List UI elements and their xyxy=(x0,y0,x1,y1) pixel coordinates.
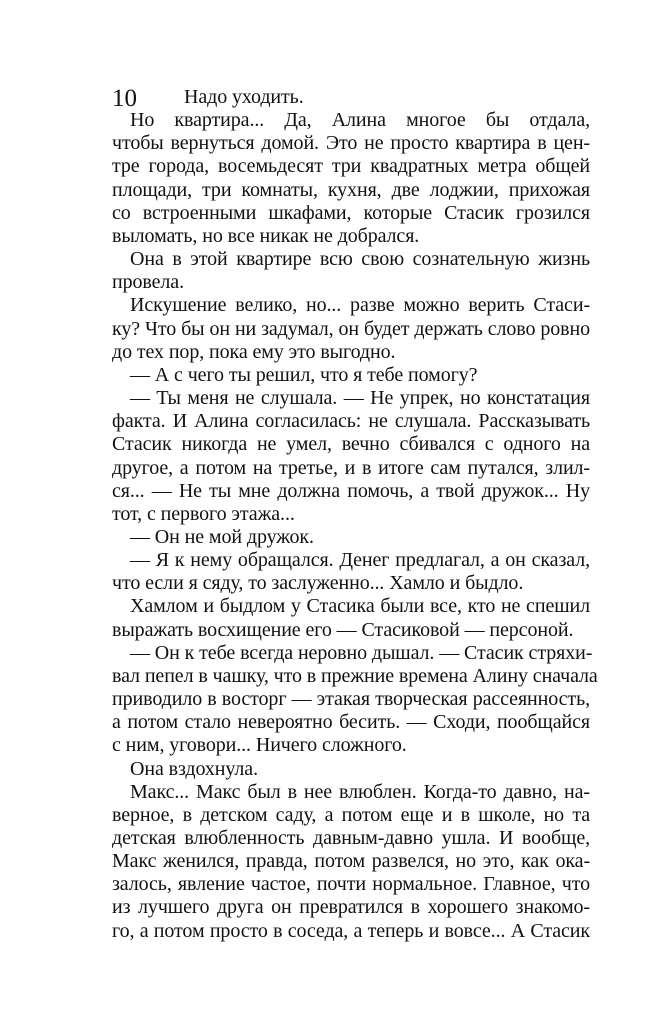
text-line: тре города, восемьдесят три квадратных метра общей xyxy=(112,155,590,178)
text-line: — Он к тебе всегда неровно дышал. — Стасик стряхи- xyxy=(130,641,593,664)
text-line: Макс... Макс был в нее влюблен. Когда-то давно, на- xyxy=(130,780,590,803)
text-line: Искушение велико, но... разве можно верить Стаси- xyxy=(130,294,590,317)
paragraph xyxy=(112,248,590,294)
paragraph xyxy=(112,641,598,758)
paragraph xyxy=(112,549,590,595)
paragraph xyxy=(112,781,590,943)
text-line: ку? Что бы он ни задумал, он будет держать слово ровно xyxy=(112,317,590,340)
text-line: Она вздохнула. xyxy=(130,757,258,780)
text-line: Надо уходить. xyxy=(184,86,304,108)
text-line: залось, явление частое, почти нормальное. Главное, что xyxy=(112,873,590,896)
text-line: что если я сяду, то заслуженно... Хамло и быдло. xyxy=(112,572,524,595)
text-line: ся... — Не ты мне должна помочь, а твой дружок... Ну xyxy=(112,479,590,502)
page-number: 10 xyxy=(112,85,137,112)
text-line: детская влюбленность давным-давно ушла. И вообще, xyxy=(112,827,590,849)
text-line: провела. xyxy=(112,271,184,294)
text-line: — Я к нему обращался. Денег предлагал, а он сказал, xyxy=(130,549,590,572)
body-text xyxy=(112,86,598,943)
text-line: го, а потом просто в соседа, а теперь и вовсе... А Стасик xyxy=(112,919,590,942)
text-line: тот, с первого этажа... xyxy=(112,502,295,525)
text-line: а потом стало невероятно бесить. — Сходи, пообщайся xyxy=(112,711,590,734)
text-line: Хамлом и быдлом у Стасика были все, кто не спешил xyxy=(130,595,590,618)
paragraph xyxy=(112,294,590,363)
text-line: выломать, но все никак не добрался. xyxy=(112,224,420,247)
text-line: — Он не мой дружок. xyxy=(130,525,314,548)
paragraph xyxy=(112,387,590,526)
text-line: — А с чего ты решил, что я тебе помогу? xyxy=(130,363,478,386)
text-line: со встроенными шкафами, которые Стасик грозился xyxy=(112,201,590,224)
paragraph xyxy=(112,364,590,387)
text-line: площади, три комнаты, кухня, две лоджии, прихожая xyxy=(112,178,590,201)
text-line: Она в этой квартире всю свою сознательную жизнь xyxy=(130,248,590,271)
text-line: из лучшего друга он превратился в хорошего знакомо- xyxy=(112,896,590,919)
text-line: верное, в детском саду, а потом еще и в школе, но та xyxy=(112,803,590,826)
paragraph xyxy=(112,526,590,549)
paragraph xyxy=(112,109,590,248)
text-line: другое, а потом на третье, и в итоге сам путался, злил- xyxy=(112,456,590,479)
text-line: приводило в восторг — этакая творческая рассеянность, xyxy=(112,688,590,711)
text-line: — Ты меня не слушала. — Не упрек, но констатация xyxy=(130,387,590,410)
text-line: чтобы вернуться домой. Это не просто квартира в цен- xyxy=(112,132,590,155)
paragraph xyxy=(112,595,590,641)
text-line: выражать восхищение его — Стасиковой — персоной. xyxy=(112,618,574,641)
text-line: Стасик никогда не умел, вечно сбивался с одного на xyxy=(112,433,590,456)
text-line: факта. И Алина согласилась: не слушала. Рассказывать xyxy=(112,410,590,433)
text-line: с ним, уговори... Ничего сложного. xyxy=(112,734,407,757)
paragraph xyxy=(112,86,590,109)
text-line: до тех пор, пока ему это выгодно. xyxy=(112,340,396,363)
text-line: вал пепел в чашку, что в прежние времена Алину сначала xyxy=(112,664,598,687)
text-line: Но квартира... Да, Алина многое бы отдала, xyxy=(130,109,590,132)
text-line: Макс женился, правда, потом развелся, но это, как ока- xyxy=(112,850,590,873)
paragraph xyxy=(112,758,590,781)
